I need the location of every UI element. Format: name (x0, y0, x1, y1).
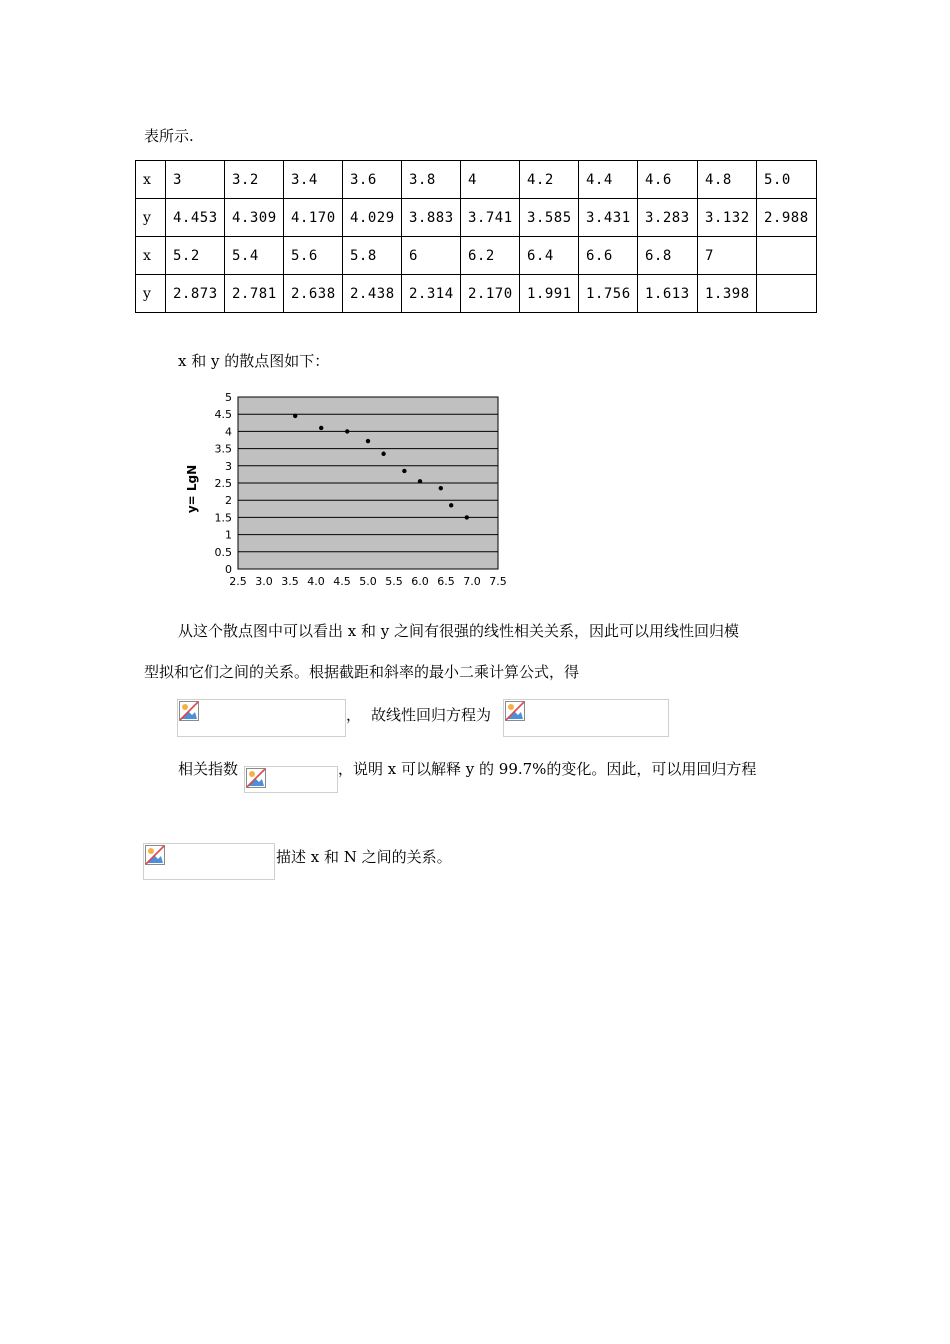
y-tick-label: 2.5 (214, 477, 232, 490)
table-cell: 2.170 (461, 275, 520, 313)
table-cell: 6.2 (461, 237, 520, 275)
x-tick-label: 7.0 (463, 575, 481, 588)
table-cell: 3.6 (343, 161, 402, 199)
x-tick-label: 5.0 (359, 575, 377, 588)
scatter-caption: x 和 y 的散点图如下： (178, 352, 330, 370)
table-cell: 1.756 (579, 275, 638, 313)
y-tick-label: 1.5 (214, 511, 232, 525)
data-point (366, 439, 370, 443)
table-row (136, 237, 817, 275)
row-header-cell: x (136, 161, 166, 199)
table-cell: 1.398 (698, 275, 757, 313)
table-cell: 5.6 (284, 237, 343, 275)
table-cell: 3.2 (225, 161, 284, 199)
intro-text: 表所示. (144, 127, 194, 145)
table-cell: 3 (166, 161, 225, 199)
data-point (319, 426, 323, 430)
table-cell: 5.0 (757, 161, 817, 199)
intercept-slope-formula-image (177, 699, 346, 737)
table-cell: 6.4 (520, 237, 579, 275)
table-cell: 3.431 (579, 199, 638, 237)
y-tick-label: 2 (225, 494, 232, 508)
x-tick-label: 6.5 (437, 575, 455, 588)
x-tick-label: 6.0 (411, 575, 429, 588)
broken-image-icon (505, 701, 525, 721)
x-tick-label: 2.5 (229, 575, 247, 588)
y-axis-label: y= LgN (185, 464, 199, 514)
table-cell: 5.2 (166, 237, 225, 275)
table-cell: 1.991 (520, 275, 579, 313)
table-row (136, 199, 817, 237)
data-point (381, 452, 385, 456)
table-cell: 5.8 (343, 237, 402, 275)
x-tick-label: 7.5 (489, 575, 507, 588)
broken-image-icon (246, 768, 266, 788)
table-cell: 4.8 (698, 161, 757, 199)
data-point (465, 515, 469, 519)
x-tick-label: 4.0 (307, 575, 325, 588)
data-point (439, 486, 443, 490)
table-cell: 2.988 (757, 199, 817, 237)
table-cell: 2.873 (166, 275, 225, 313)
table-row (136, 275, 817, 313)
table-cell: 5.4 (225, 237, 284, 275)
table-cell: 2.314 (402, 275, 461, 313)
table-cell: 3.283 (638, 199, 698, 237)
table-cell: 3.8 (402, 161, 461, 199)
table-cell (757, 237, 817, 275)
paragraph-line-2: 型拟和它们之间的关系。根据截距和斜率的最小二乘计算公式，得 (144, 663, 580, 681)
x-tick-label: 5.5 (385, 575, 403, 588)
table-row (136, 161, 817, 199)
data-point (402, 469, 406, 473)
x-tick-label: 3.0 (255, 575, 273, 588)
final-text: 描述 x 和 N 之间的关系。 (276, 848, 452, 866)
final-equation-image (143, 843, 275, 880)
table-cell: 4.170 (284, 199, 343, 237)
y-tick-label: 3.5 (214, 442, 232, 456)
data-point (418, 479, 422, 483)
table-cell: 6.6 (579, 237, 638, 275)
row-header-cell: y (136, 275, 166, 313)
regression-equation-image (503, 699, 669, 737)
table-cell: 2.638 (284, 275, 343, 313)
table-cell: 3.4 (284, 161, 343, 199)
data-point (449, 503, 453, 507)
row-header-cell: y (136, 199, 166, 237)
comma-text: ， (346, 706, 362, 724)
data-point (293, 414, 297, 418)
table-cell: 3.883 (402, 199, 461, 237)
table-cell: 6 (402, 237, 461, 275)
table-cell: 4.2 (520, 161, 579, 199)
correlation-text: ，说明 x 可以解释 y 的 99.7%的变化。因此，可以用回归方程 (338, 760, 757, 778)
correlation-index-image (244, 766, 338, 793)
table-cell: 4 (461, 161, 520, 199)
y-tick-label: 3 (225, 459, 232, 473)
row-header-cell: x (136, 237, 166, 275)
table-cell: 4.6 (638, 161, 698, 199)
broken-image-icon (179, 701, 199, 721)
table-cell: 4.309 (225, 199, 284, 237)
table-cell: 6.8 (638, 237, 698, 275)
y-tick-label: 0 (225, 563, 232, 576)
table-cell: 3.585 (520, 199, 579, 237)
table-cell: 4.4 (579, 161, 638, 199)
y-tick-label: 4 (225, 425, 232, 439)
data-table (135, 160, 817, 313)
y-tick-label: 1 (225, 528, 232, 542)
y-tick-label: 4.5 (214, 408, 232, 422)
table-cell: 3.741 (461, 199, 520, 237)
table-cell: 3.132 (698, 199, 757, 237)
correlation-label: 相关指数 (178, 760, 239, 778)
scatter-chart (180, 385, 510, 590)
table-cell: 4.029 (343, 199, 402, 237)
y-tick-label: 5 (225, 391, 232, 404)
regression-label: 故线性回归方程为 (371, 706, 492, 724)
x-tick-label: 3.5 (281, 575, 299, 588)
x-tick-label: 4.5 (333, 575, 351, 588)
broken-image-icon (145, 845, 165, 865)
y-tick-label: 0.5 (214, 545, 232, 559)
paragraph-line-1: 从这个散点图中可以看出 x 和 y 之间有很强的线性相关关系，因此可以用线性回归模 (178, 622, 740, 640)
table-cell: 2.781 (225, 275, 284, 313)
table-cell: 4.453 (166, 199, 225, 237)
table-cell: 1.613 (638, 275, 698, 313)
data-point (345, 429, 349, 433)
table-cell: 7 (698, 237, 757, 275)
table-cell (757, 275, 817, 313)
table-cell: 2.438 (343, 275, 402, 313)
